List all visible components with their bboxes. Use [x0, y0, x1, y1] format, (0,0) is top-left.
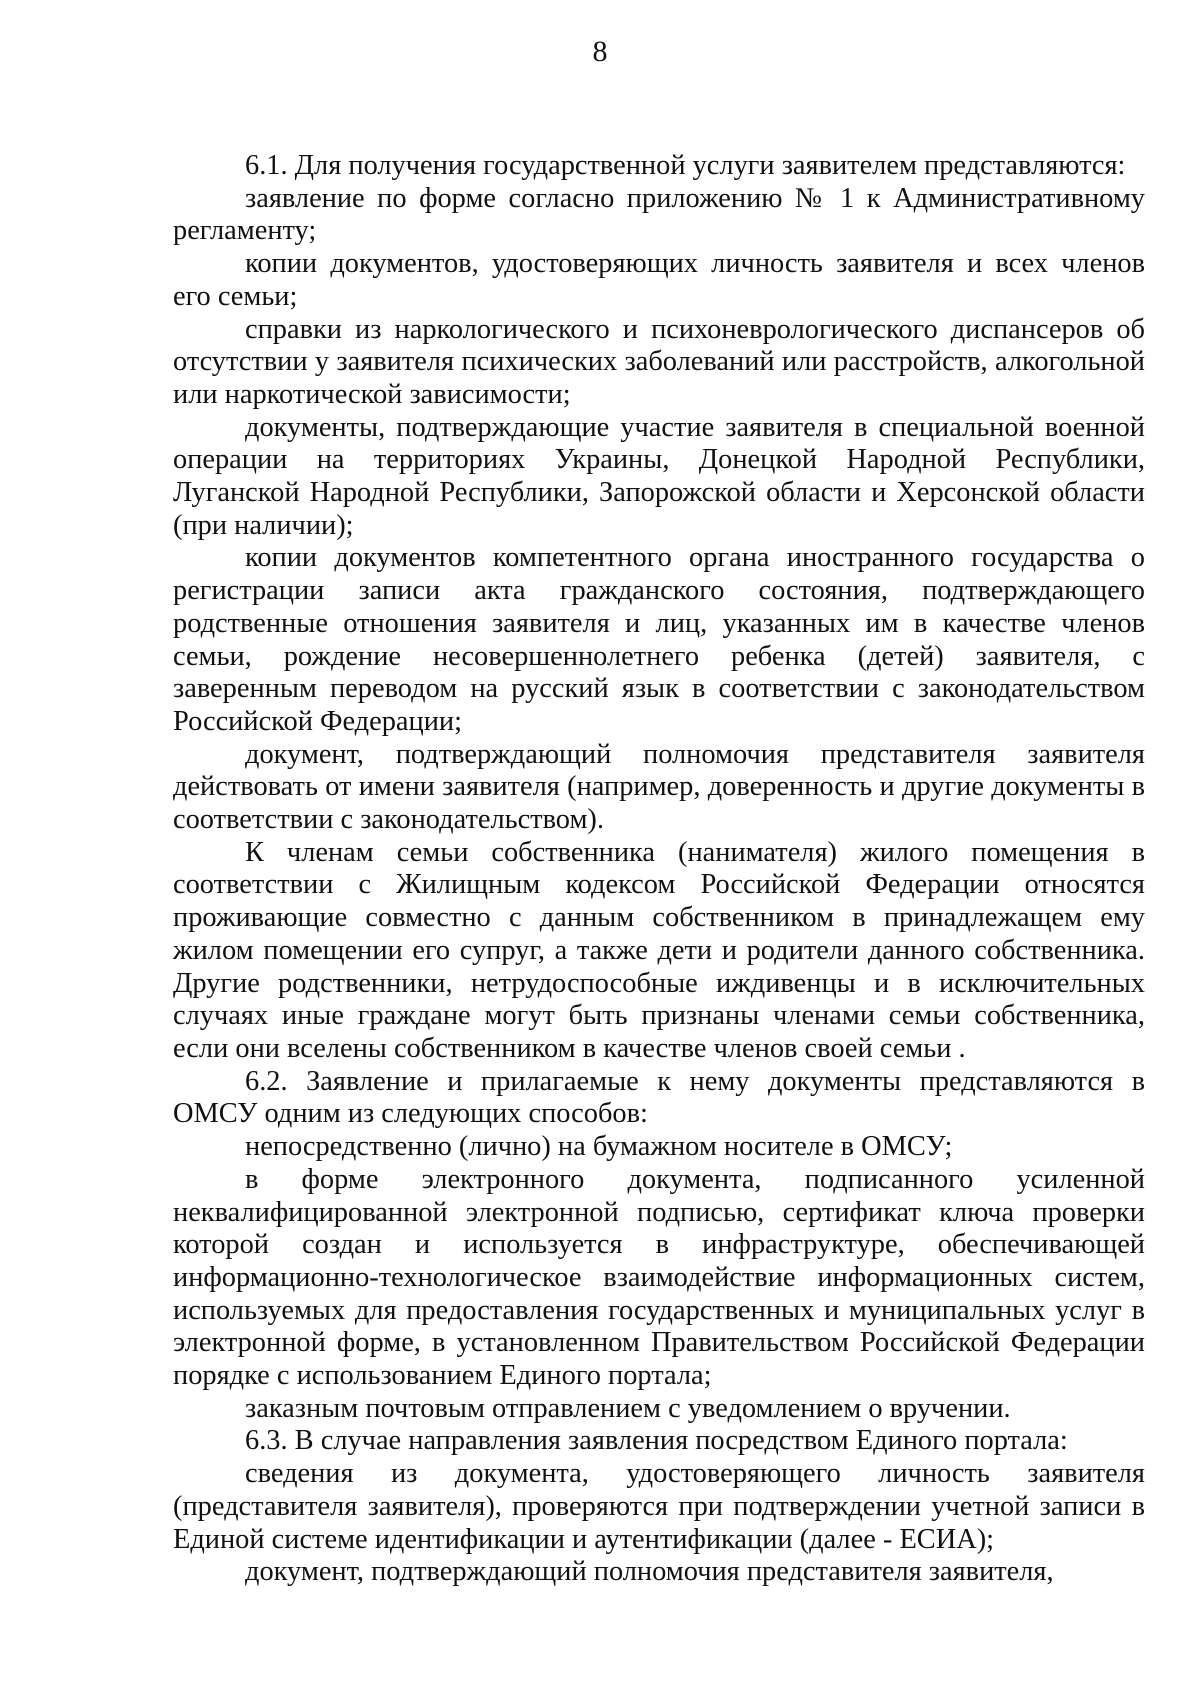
paragraph-military-participation: документы, подтверждающие участие заявителя в специальной военной операции на территориях Украины, Донецкой Народной Республики, Луганской Народной Республики, Запорожской области и Херсонской области (при наличии); [173, 411, 1145, 541]
paragraph-6-1-heading: 6.1. Для получения государственной услуги заявителем представляются: [245, 150, 1126, 181]
paragraph-6-3-heading: 6.3. В случае направления заявления посредством Единого портала: [245, 1425, 1068, 1457]
page-number: 8 [592, 35, 608, 68]
paragraph-6-2-heading: 6.2. Заявление и прилагаемые к нему документы представляются в ОМСУ одним из следующих способов: [173, 1065, 1145, 1130]
paragraph-identity-documents: копии документов, удостоверяющих личность заявителя и всех членов его семьи; [173, 248, 1145, 312]
paragraph-representative-authority: документ, подтверждающий полномочия представителя заявителя действовать от имени заявителя (например, доверенность и другие документы в соответствии с законодательством). [173, 738, 1145, 836]
paragraph-in-person: непосредственно (лично) на бумажном носителе в ОМСУ; [245, 1131, 953, 1163]
paragraph-medical-certificates: справки из наркологического и психоневрологического диспансеров об отсутствии у заявителя психических заболеваний или расстройств, алкогольной или наркотической зависимости; [173, 313, 1145, 410]
paragraph-family-members: К членам семьи собственника (нанимателя) жилого помещения в соответствии с Жилищным кодексом Российской Федерации относятся проживающие совместно с данным собственником в принадлежащем ему жилом помещении его супруг, а также дети и родители данного собственника. Другие родственники, нетрудоспособные иждивенцы и в исключительных случаях иные граждане могут быть признаны членами семьи собственника, если они вселены собственником в качестве членов своей семьи . [173, 836, 1145, 1064]
paragraph-application-form: заявление по форме согласно приложению № 1 к Административному регламенту; [173, 182, 1145, 247]
paragraph-registered-mail: заказным почтовым отправлением с уведомлением о вручении. [245, 1392, 1011, 1424]
paragraph-esia-verification: сведения из документа, удостоверяющего личность заявителя (представителя заявителя), проверяются при подтверждении учетной записи в Единой системе идентификации и аутентификации (далее - ЕСИА); [173, 1458, 1145, 1555]
paragraph-representative-document: документ, подтверждающий полномочия представителя заявителя, [245, 1556, 1054, 1588]
paragraph-foreign-documents: копии документов компетентного органа иностранного государства о регистрации записи акта гражданского состояния, подтверждающего родственные отношения заявителя и лиц, указанных им в качестве членов семьи, рождение несовершеннолетнего ребенка (детей) заявителя, с заверенным переводом на русский язык в соответствии с законодательством Российской Федерации; [173, 542, 1145, 737]
document-body [173, 150, 1145, 1589]
paragraph-electronic-document: в форме электронного документа, подписанного усиленной неквалифицированной электронной подписью, сертификат ключа проверки которой создан и используется в инфраструктуре, обеспечивающей информационно-технологическое взаимодействие информационных систем, используемых для предоставления государственных и муниципальных услуг в электронной форме, в установленном Правительством Российской Федерации порядке с использованием Единого портала; [173, 1163, 1145, 1392]
